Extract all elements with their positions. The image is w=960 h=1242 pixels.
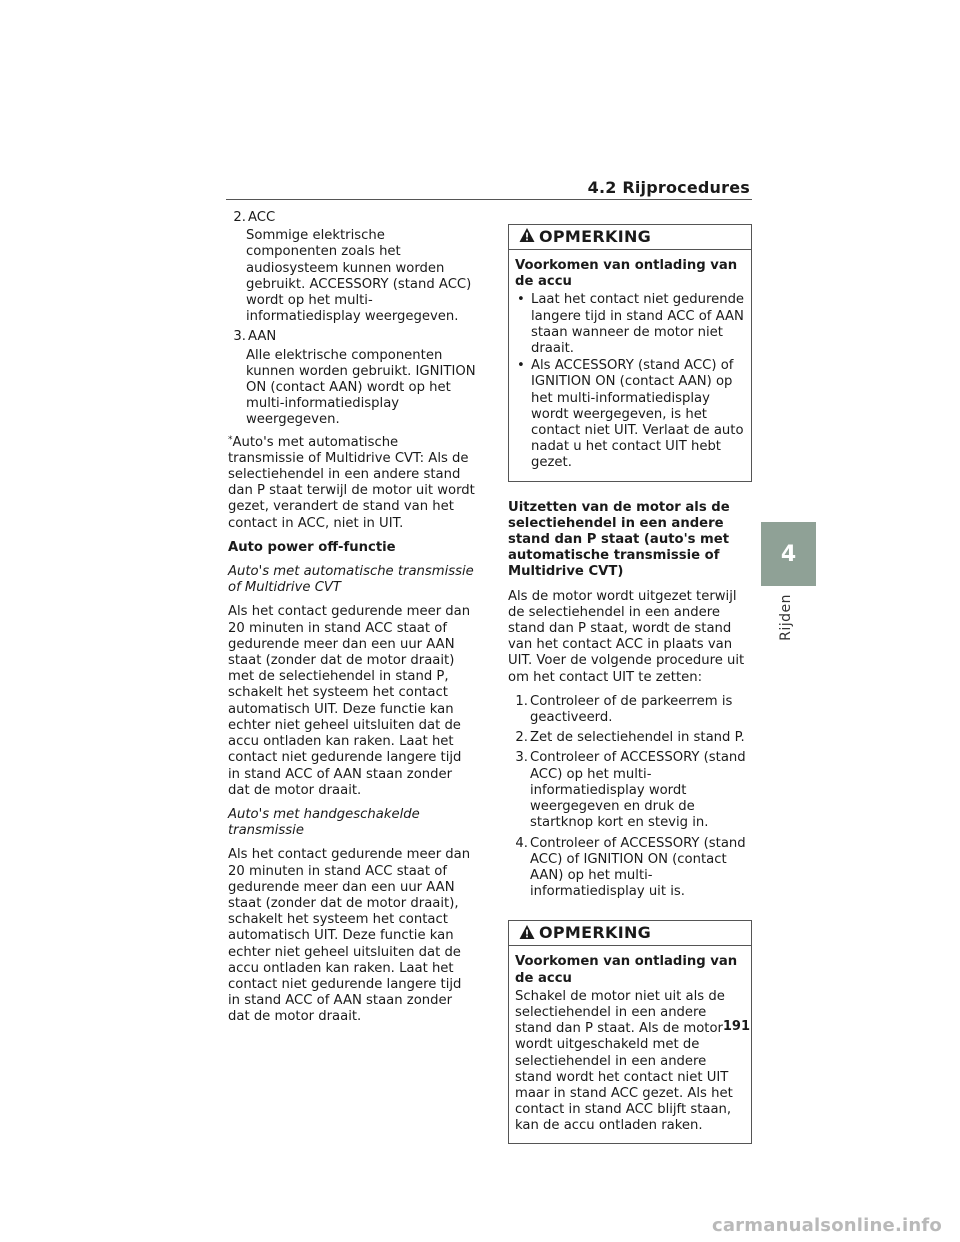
procedure-steps (508, 694, 752, 900)
step-number: 3. (515, 750, 528, 766)
step-item (512, 750, 752, 831)
left-column (228, 210, 476, 1034)
subheading: Auto's met handgeschakelde transmissie (228, 806, 420, 839)
notice-body (509, 946, 751, 1142)
notice-title: OPMERKING (539, 226, 652, 246)
notice-header (509, 225, 751, 250)
step-text: Zet de selectiehendel in stand P. (530, 730, 745, 746)
footnote-text: Auto's met automatische transmissie of Multidrive CVT: Als de selectiehendel in een andere stand dan P staat terwijl de motor uit wordt gezet, verandert de stand van het contact in ACC, niet in UIT. (228, 434, 475, 531)
paragraph: Als het contact gedurende meer dan 20 minuten in stand ACC staat of gedurende meer dan een uur AAN staat (zonder dat de motor draait) met de selectiehendel in stand P, schakelt het systeem het contact automatisch UIT. Deze functie kan echter niet geheel uitsluiten dat de accu ontladen kan raken. Laat het contact niet gedurende langere tijd in stand ACC of AAN staan zonder dat de motor draait. (228, 604, 471, 798)
notice-body (509, 250, 751, 481)
step-item (512, 836, 752, 901)
item-number: 2. (233, 210, 246, 225)
section-heading: Auto power off-functie (228, 539, 396, 555)
warning-icon (519, 924, 535, 943)
paragraph: Als de motor wordt uitgezet terwijl de selectiehendel in een andere stand dan P staat, wordt de stand van het contact ACC in plaats van UIT. Voer de volgende procedure uit om het contact UIT te zetten: (508, 588, 745, 685)
notice-title: OPMERKING (539, 923, 652, 943)
chapter-tab (761, 522, 816, 586)
step-item (512, 694, 752, 726)
bullet-text: Als ACCESSORY (stand ACC) of IGNITION ON (contact AAN) op het multi-informatiedisplay wordt weergegeven, is het contact niet UIT. Verlaat de auto nadat u het contact UIT hebt gezet. (531, 358, 744, 471)
list-item (230, 210, 476, 226)
subheading: Auto's met automatische transmissie of Multidrive CVT (228, 564, 474, 596)
notice-text: Schakel de motor niet uit als de selectiehendel in een andere stand dan P staat. Als de motor wordt uitgeschakeld met de selectiehendel in een andere stand wordt het contact niet UIT maar in stand ACC gezet. Als het contact in stand ACC blijft staan, kan de accu ontladen raken. (515, 988, 733, 1134)
footnote (228, 435, 476, 532)
page-number: 191 (722, 1019, 750, 1034)
list-item (230, 329, 476, 345)
bullet-icon: • (517, 292, 525, 308)
bullet-icon: • (517, 358, 525, 374)
right-column (508, 224, 752, 1162)
item-label: AAN (248, 329, 277, 345)
notice-box (508, 224, 752, 482)
item-description: Sommige elektrische componenten zoals het audiosysteem kunnen worden gebruikt. ACCESSORY (stand ACC) wordt op het multi-informatiedisplay weergegeven. (246, 228, 472, 325)
ignition-mode-list (228, 210, 476, 429)
notice-header (509, 921, 751, 946)
warning-icon (519, 227, 535, 246)
notice-box (508, 920, 752, 1143)
bullet-text: Laat het contact niet gedurende langere tijd in stand ACC of AAN staan wanneer de motor niet draait. (531, 292, 745, 357)
notice-subtitle: Voorkomen van ontlading van de accu (515, 954, 738, 986)
bullet-item (515, 292, 745, 357)
bullet-item (515, 358, 745, 471)
step-number: 2. (515, 730, 528, 746)
item-label: ACC (248, 210, 276, 225)
notice-subtitle: Voorkomen van ontlading van de accu (515, 258, 738, 290)
watermark-text: carmanualsonline.info (711, 1215, 942, 1236)
section-title: 4.2 Rijprocedures (587, 178, 750, 197)
chapter-number: 4 (780, 541, 797, 567)
footnote-mark: * (228, 434, 233, 445)
header-rule (226, 199, 752, 200)
paragraph: Als het contact gedurende meer dan 20 minuten in stand ACC staat of gedurende meer dan een uur AAN staat (zonder dat de motor draait), schakelt het systeem het contact automatisch UIT. Deze functie kan echter niet geheel uitsluiten dat de accu ontladen kan raken. Laat het contact niet gedurende langere tijd in stand ACC of AAN staan zonder dat de motor draait. (228, 847, 471, 1025)
section-heading: Uitzetten van de motor als de selectiehendel in een andere stand dan P staat (auto's met automatische transmissie of Multidrive CVT) (508, 499, 730, 580)
step-text: Controleer of de parkeerrem is geactiveerd. (530, 693, 733, 726)
item-description: Alle elektrische componenten kunnen worden gebruikt. IGNITION ON (contact AAN) wordt op het multi-informatiedisplay weergegeven. (246, 347, 476, 428)
item-number: 3. (233, 329, 246, 345)
step-number: 1. (515, 693, 528, 709)
step-text: Controleer of ACCESSORY (stand ACC) of IGNITION ON (contact AAN) op het multi-informatiedisplay uit is. (530, 835, 746, 900)
step-item (512, 730, 752, 746)
step-number: 4. (515, 835, 528, 851)
chapter-label: Rijden (778, 594, 794, 641)
step-text: Controleer of ACCESSORY (stand ACC) op het multi-informatiedisplay wordt weergegeven en druk de startknop kort en stevig in. (530, 750, 746, 831)
